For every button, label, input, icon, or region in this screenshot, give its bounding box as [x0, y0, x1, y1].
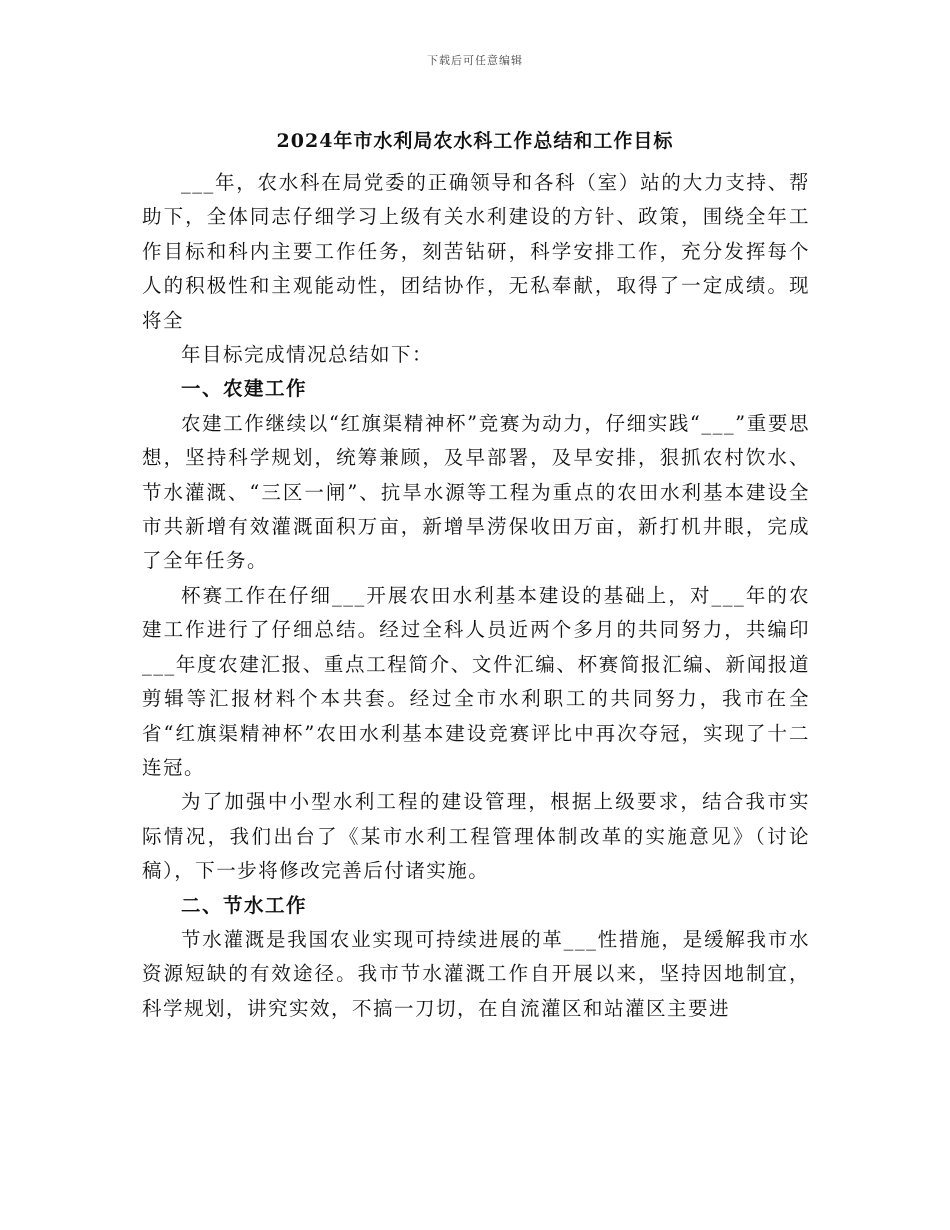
- paragraph-farmland-2: 杯赛工作在仔细___开展农田水利基本建设的基础上，对___年的农建工作进行了仔细总结。经过全科人员近两个多月的共同努力，共编印___年度农建汇报、重点工程简介、文件汇编、杯赛简报汇编、新闻报道剪辑等汇报材料个本共套。经过全市水利职工的共同努力，我市在全省“红旗渠精神杯”农田水利基本建设竞赛评比中再次夺冠，实现了十二连冠。: [142, 583, 810, 779]
- paragraph-farmland-1: 农建工作继续以“红旗渠精神杯”竞赛为动力，仔细实践“___”重要思想，坚持科学规划，统筹兼顾，及早部署，及早安排，狠抓农村饮水、节水灌溉、“三区一闸”、抗旱水源等工程为重点的农田水利基本建设全市共新增有效灌溉面积万亩，新增旱涝保收田万亩，新打机井眼，完成了全年任务。: [142, 411, 810, 573]
- paragraph-water-saving-1: 节水灌溉是我国农业实现可持续进展的革___性措施，是缓解我市水资源短缺的有效途径。我市节水灌溉工作自开展以来，坚持因地制宜，科学规划，讲究实效，不搞一刀切，在自流灌区和站灌区主要进: [142, 927, 810, 1020]
- paragraph-farmland-3: 为了加强中小型水利工程的建设管理，根据上级要求，结合我市实际情况，我们出台了《某市水利工程管理体制改革的实施意见》（讨论稿），下一步将修改完善后付诸实施。: [142, 790, 810, 883]
- section-heading-water-saving: 二、节水工作: [181, 893, 308, 917]
- page-header-note: 下载后可任意编辑: [427, 54, 523, 67]
- document-body: [142, 166, 810, 1026]
- paragraph-intro-continued: 年目标完成情况总结如下：: [181, 343, 434, 367]
- document-title: 2024年市水利局农水科工作总结和工作目标: [276, 130, 674, 152]
- paragraph-intro: ___年，农水科在局党委的正确领导和各科（室）站的大力支持、帮助下，全体同志仔细学习上级有关水利建设的方针、政策，围绕全年工作目标和科内主要工作任务，刻苦钻研，科学安排工作，充分发挥每个人的积极性和主观能动性，团结协作，无私奉献，取得了一定成绩。现将全: [142, 171, 810, 332]
- section-heading-farmland: 一、农建工作: [181, 377, 308, 401]
